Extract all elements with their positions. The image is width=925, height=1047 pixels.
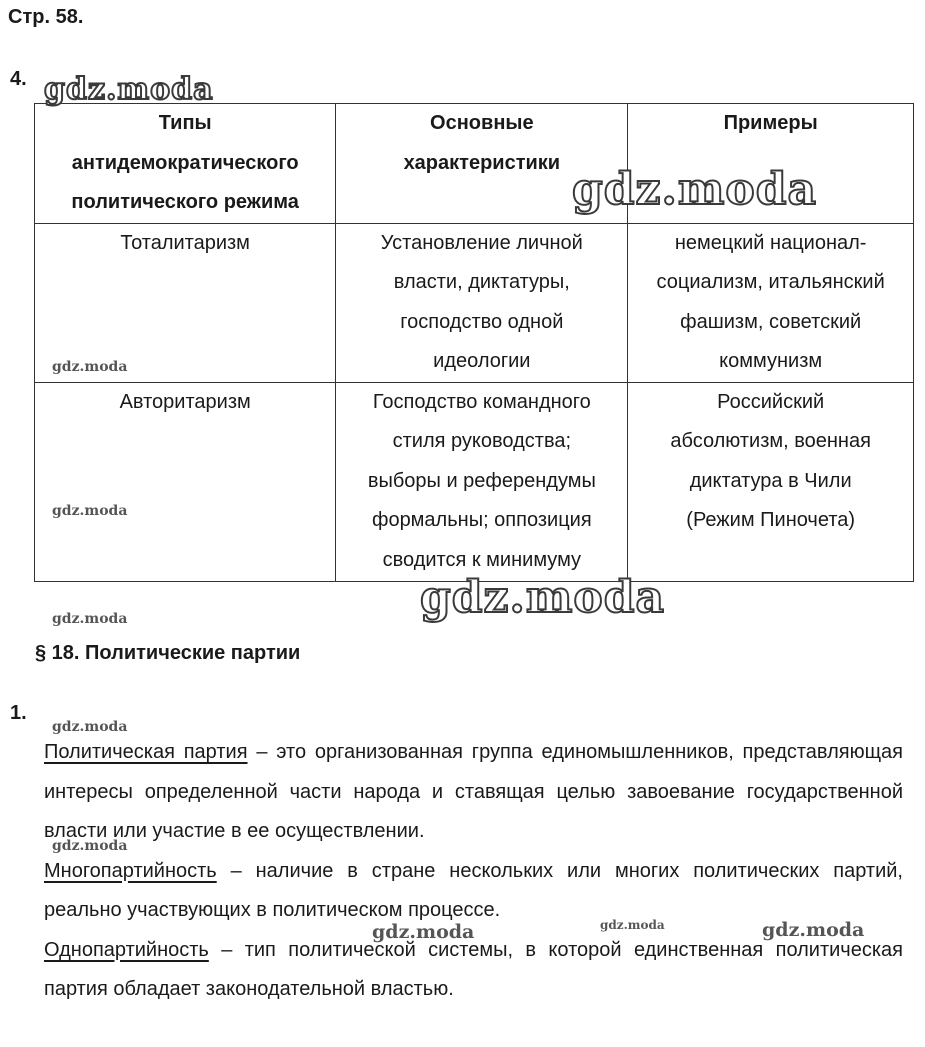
definition-text: – наличие в стране нескольких или многих политических партий, реально участвующих в политическом процессе. [44, 859, 903, 921]
watermark: gdz.moda [572, 164, 818, 215]
watermark: gdz.moda [52, 359, 128, 375]
watermark: gdz.moda [372, 921, 475, 943]
watermark: gdz.moda [44, 72, 214, 107]
definition-text: – тип политической системы, в которой единственная политическая партия обладает законодательной властью. [44, 938, 903, 1000]
task-number: 1. [10, 702, 27, 724]
definition-paragraph [44, 733, 903, 852]
task-number: 4. [10, 68, 27, 90]
watermark: gdz.moda [52, 838, 128, 854]
cell-examples: немецкий национал- социализм, итальянский фашизм, советский коммунизм [628, 223, 914, 382]
section-title: § 18. Политические партии [35, 642, 301, 664]
cell-examples: Российский абсолютизм, военная диктатура в Чили (Режим Пиночета) [628, 382, 914, 581]
watermark: gdz.moda [52, 503, 128, 519]
definition-term: Однопартийность [44, 938, 209, 961]
table-row [35, 382, 914, 581]
watermark: gdz.moda [52, 611, 128, 627]
header-characteristics: Основные характеристики [336, 104, 628, 224]
cell-type: Тоталитаризм [35, 223, 336, 382]
definition-term: Политическая партия [44, 741, 248, 763]
table-row [35, 223, 914, 382]
header-types: Типы антидемократического политического режима [35, 104, 336, 224]
page-number: Стр. 58. [8, 6, 84, 28]
watermark: gdz.moda [762, 919, 865, 941]
definition-term: Многопартийность [44, 859, 217, 882]
cell-characteristics: Господство командного стиля руководства; выборы и референдумы формальны; оппозиция сводится к минимуму [336, 382, 628, 581]
definition-text: – это организованная группа единомышленников, представляющая интересы определенной части народа и ставящая целью завоевание государственной власти или участие в ее осуществлении. [44, 741, 903, 842]
watermark: gdz.moda [52, 719, 128, 735]
header-examples: Примеры [628, 104, 914, 224]
definitions [44, 733, 903, 1010]
watermark: gdz.moda [600, 918, 665, 932]
cell-type: Авторитаризм [35, 382, 336, 581]
watermark: gdz.moda [420, 572, 666, 623]
cell-characteristics: Установление личной власти, диктатуры, господство одной идеологии [336, 223, 628, 382]
